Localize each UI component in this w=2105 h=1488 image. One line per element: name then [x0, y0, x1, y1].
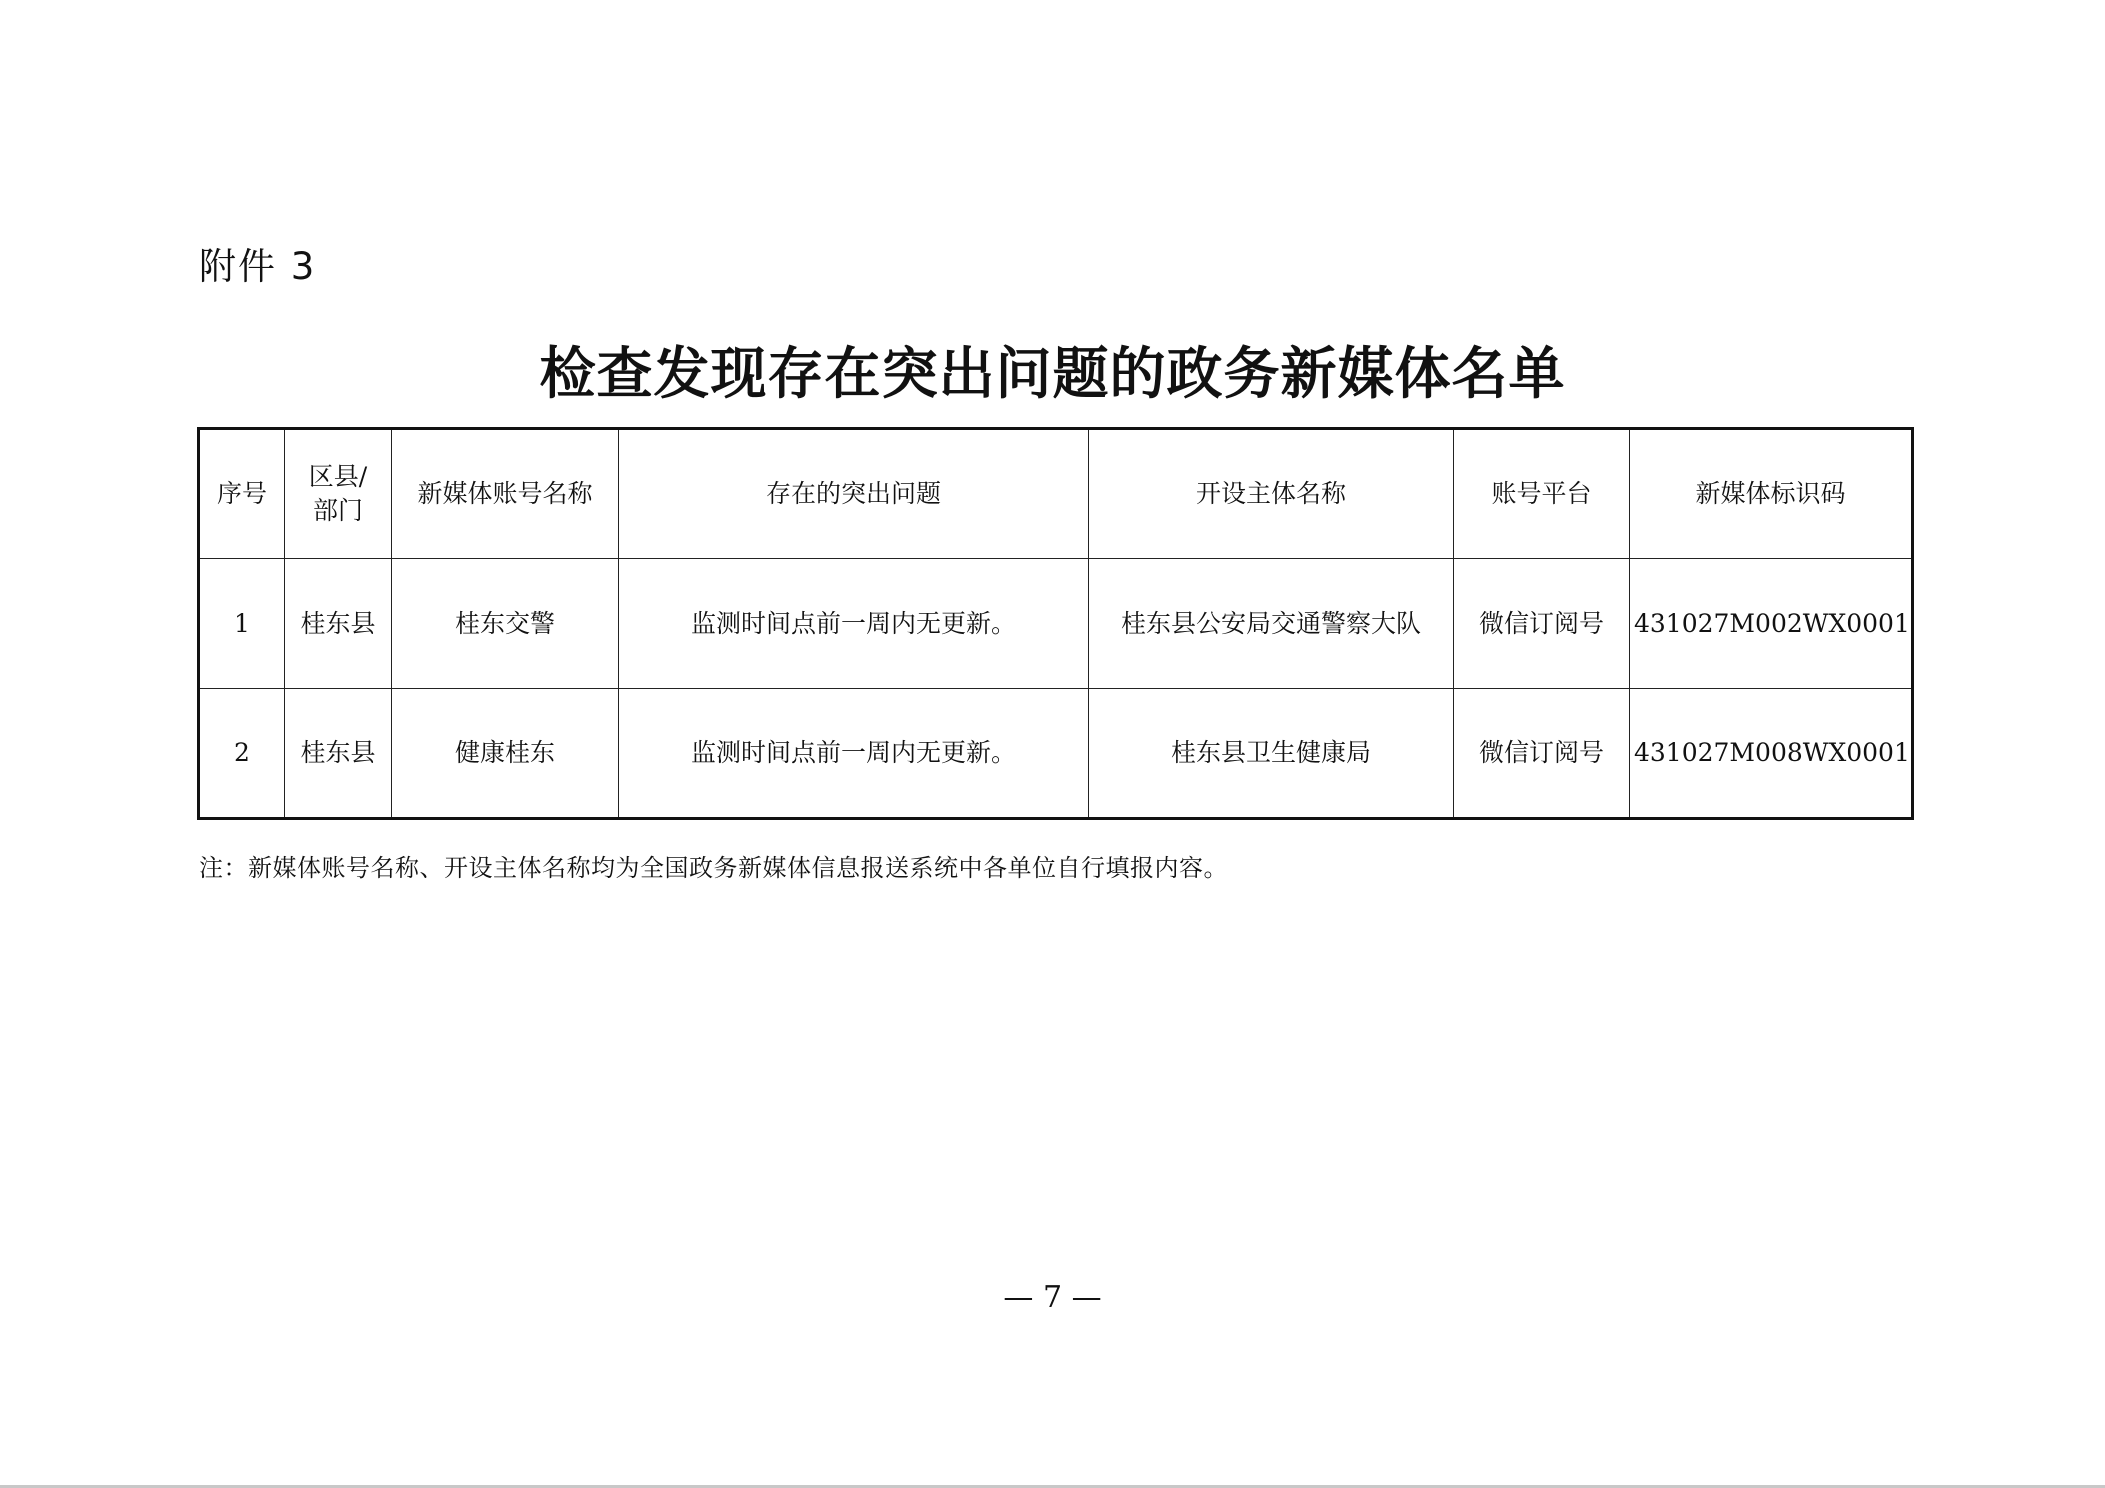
header-code: 新媒体标识码: [1630, 429, 1913, 559]
table-header-row: [199, 429, 1913, 559]
header-owner: 开设主体名称: [1089, 429, 1454, 559]
document-title: 检查发现存在突出问题的政务新媒体名单: [539, 342, 1566, 407]
header-platform: 账号平台: [1454, 429, 1630, 559]
cell-problem: 监测时间点前一周内无更新。: [619, 559, 1089, 689]
cell-code: 431027M008WX0001: [1630, 689, 1913, 819]
header-account-name: 新媒体账号名称: [392, 429, 619, 559]
cell-account-name: 健康桂东: [392, 689, 619, 819]
cell-code: 431027M002WX0001: [1630, 559, 1913, 689]
cell-index: 1: [199, 559, 285, 689]
cell-platform: 微信订阅号: [1454, 559, 1630, 689]
cell-district: 桂东县: [285, 559, 392, 689]
header-district-line1: 区县/: [308, 462, 368, 491]
cell-index: 2: [199, 689, 285, 819]
table-row: [199, 689, 1913, 819]
cell-account-name: 桂东交警: [392, 559, 619, 689]
page-number: — 7 —: [1003, 1280, 1102, 1315]
header-district: [285, 429, 392, 559]
header-problem: 存在的突出问题: [619, 429, 1089, 559]
cell-platform: 微信订阅号: [1454, 689, 1630, 819]
cell-problem: 监测时间点前一周内无更新。: [619, 689, 1089, 819]
header-district-line2: 部门: [312, 496, 363, 525]
cell-owner: 桂东县公安局交通警察大队: [1089, 559, 1454, 689]
media-list-table: [197, 427, 1914, 820]
table-note: 注：新媒体账号名称、开设主体名称均为全国政务新媒体信息报送系统中各单位自行填报内容。: [199, 854, 1228, 882]
cell-owner: 桂东县卫生健康局: [1089, 689, 1454, 819]
attachment-label: 附件 3: [199, 245, 317, 288]
header-index: 序号: [199, 429, 285, 559]
table-row: [199, 559, 1913, 689]
cell-district: 桂东县: [285, 689, 392, 819]
